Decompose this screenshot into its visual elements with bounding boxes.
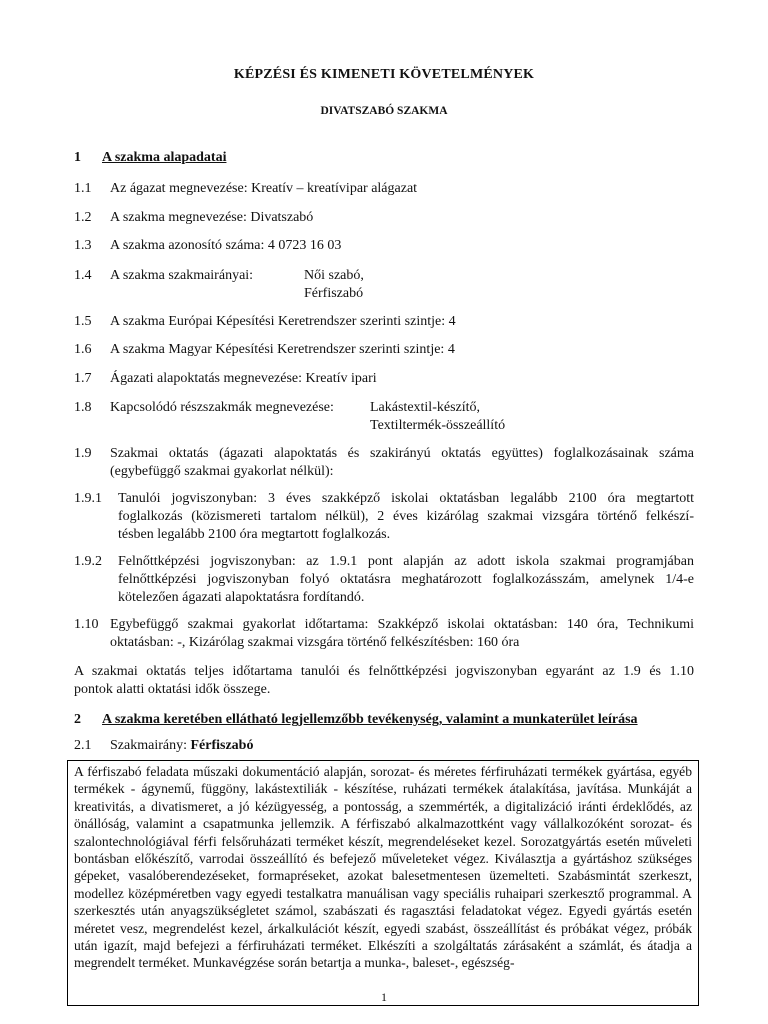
summary-paragraph xyxy=(74,663,694,699)
item-number: 1.9.2 xyxy=(74,554,102,569)
item-text-line: Tanulói jogviszonyban: 3 éves szakképző iskolai oktatásban legalább 2100 óra megtartott xyxy=(118,491,694,506)
item-number: 1.2 xyxy=(74,210,92,225)
item-1-9-1 xyxy=(74,490,694,544)
document-title: KÉPZÉSI ÉS KIMENETI KÖVETELMÉNYEK xyxy=(233,67,535,82)
item-number: 1.5 xyxy=(74,314,92,329)
item-text: Ágazati alapoktatás megnevezése: Kreatív ipari xyxy=(110,371,377,386)
item-text-line: tésben legalább 2100 óra megtartott foglalkozás. xyxy=(118,527,391,542)
section-1-title: A szakma alapadatai xyxy=(102,150,227,165)
item-number: 1.8 xyxy=(74,400,92,415)
item-number: 2.1 xyxy=(74,738,92,753)
item-text-line: oktatásban: -, Kizárólag szakmai vizsgára történő felkészítésben: 160 óra xyxy=(110,635,520,650)
item-value: Férfiszabó xyxy=(190,738,254,753)
item-number: 1.3 xyxy=(74,238,92,253)
summary-line: A szakmai oktatás teljes időtartama tanulói és felnőttképzési jogviszonyban egyaránt az 1.9 és 1.10 xyxy=(74,664,694,679)
item-text-line: kötelezően ágazati alapoktatásra fordítandó. xyxy=(118,590,365,605)
section-1-number: 1 xyxy=(74,150,81,165)
item-text-line: Felnőttképzési jogviszonyban: az 1.9.1 pont alapján az adott iskola szakmai programjában xyxy=(118,554,694,569)
section-2-title: A szakma keretében ellátható legjellemzőbb tevékenység, valamint a munkaterület leírása xyxy=(102,712,638,727)
item-text: Az ágazat megnevezése: Kreatív – kreatívipar alágazat xyxy=(110,181,418,196)
item-text: A szakma megnevezése: Divatszabó xyxy=(110,210,314,225)
page-number: 1 xyxy=(381,990,387,1004)
item-label: Kapcsolódó részszakmák megnevezése: xyxy=(110,400,334,415)
item-number: 1.6 xyxy=(74,342,92,357)
item-text: A szakma azonosító száma: 4 0723 16 03 xyxy=(110,238,342,253)
section-2-heading xyxy=(74,712,638,728)
item-label: A szakma szakmairányai: xyxy=(110,268,254,283)
item-1-4 xyxy=(74,267,694,303)
summary-line: pontok alatti oktatási idők összege. xyxy=(74,682,271,697)
item-text-line: foglalkozás (közismereti tartalom nélkül), 2 éves kizárólag szakmai vizsgára történő felkészí- xyxy=(118,509,694,524)
item-value: Női szabó, xyxy=(304,268,364,283)
item-number: 1.7 xyxy=(74,371,92,386)
item-number: 1.4 xyxy=(74,268,92,283)
section-2-number: 2 xyxy=(74,712,81,727)
item-text-line: Egybefüggő szakmai gyakorlat időtartama: Szakképző iskolai oktatásban: 140 óra, Technikumi xyxy=(110,617,694,632)
item-number: 1.1 xyxy=(74,181,92,196)
item-1-9 xyxy=(74,445,694,481)
item-value: Textiltermék-összeállító xyxy=(370,418,506,433)
item-text-line: felnőttképzési jogviszonyban folyó oktatásra meghatározott foglalkozásszám, amelynek 1/4-e xyxy=(118,572,694,587)
item-1-9-2 xyxy=(74,553,694,607)
item-number: 1.9.1 xyxy=(74,491,102,506)
occupation-description-box: A férfiszabó feladata műszaki dokumentáció alapján, sorozat- és méretes férfiruházati termékek gyártása, egyéb termékek - ágynemű, függöny, lakástextiliák - készítése, ruházati termékek átalakítása, javítása. Munkáját a kreativitás, a divatismeret, a jó kézügyesség, a pontosság, a szemmérték, a digitalizáció iránti érdeklődés, az önállóság, valamint a csapatmunka jellemzik. A férfiszabó alkalmazottként vagy vállalkozóként sorozat- és szalontechnológiával férfi felsőruházati terméket készít, megrendeléseket kezel. Sorozatgyártás esetén műveleti bontásban előkészítő, varrodai összeállító és befejező műveleteket végez. Kiválasztja a gyártáshoz szükséges gépeket, vasalóberendezéseket, formapréseket, azokat balesetmentesen üzemelteti. Szabásmintát szerkeszt, modellez középméretben vagy egyedi testalkatra manuálisan vagy speciális ruhaipari szerkesztő programmal. A szerkesztés után anyagszükségletet számol, szabászati és ragasztási feladatokat végez. Egyedi gyártás esetén méretet vesz, megrendelést kezel, árkalkulációt készít, egyedi szabást, összeállítást és próbákat végez, próbák után igazít, majd befejezi a férfiruházati terméket. Elkészíti a szolgáltatás zárásaként a számlát, és átadja a megrendelt terméket. Munkavégzése során betartja a munka-, baleset-, egészség- xyxy=(67,760,699,1006)
item-text-line: Szakmai oktatás (ágazati alapoktatás és szakirányú oktatás együttes) foglalkozásainak száma xyxy=(110,446,694,461)
item-1-8 xyxy=(74,399,694,435)
item-text: A szakma Európai Képesítési Keretrendszer szerinti szintje: 4 xyxy=(110,314,456,329)
item-number: 1.9 xyxy=(74,446,92,461)
item-value: Lakástextil-készítő, xyxy=(370,400,481,415)
item-1-10 xyxy=(74,616,694,652)
item-label: Szakmairány: xyxy=(110,738,191,753)
item-text-line: (egybefüggő szakmai gyakorlat nélkül): xyxy=(110,464,334,479)
item-text: A szakma Magyar Képesítési Keretrendszer szerinti szintje: 4 xyxy=(110,342,455,357)
section-1-heading xyxy=(74,150,226,166)
document-subtitle: DIVATSZABÓ SZAKMA xyxy=(320,105,448,117)
item-number: 1.10 xyxy=(74,617,99,632)
item-value: Férfiszabó xyxy=(304,286,364,301)
